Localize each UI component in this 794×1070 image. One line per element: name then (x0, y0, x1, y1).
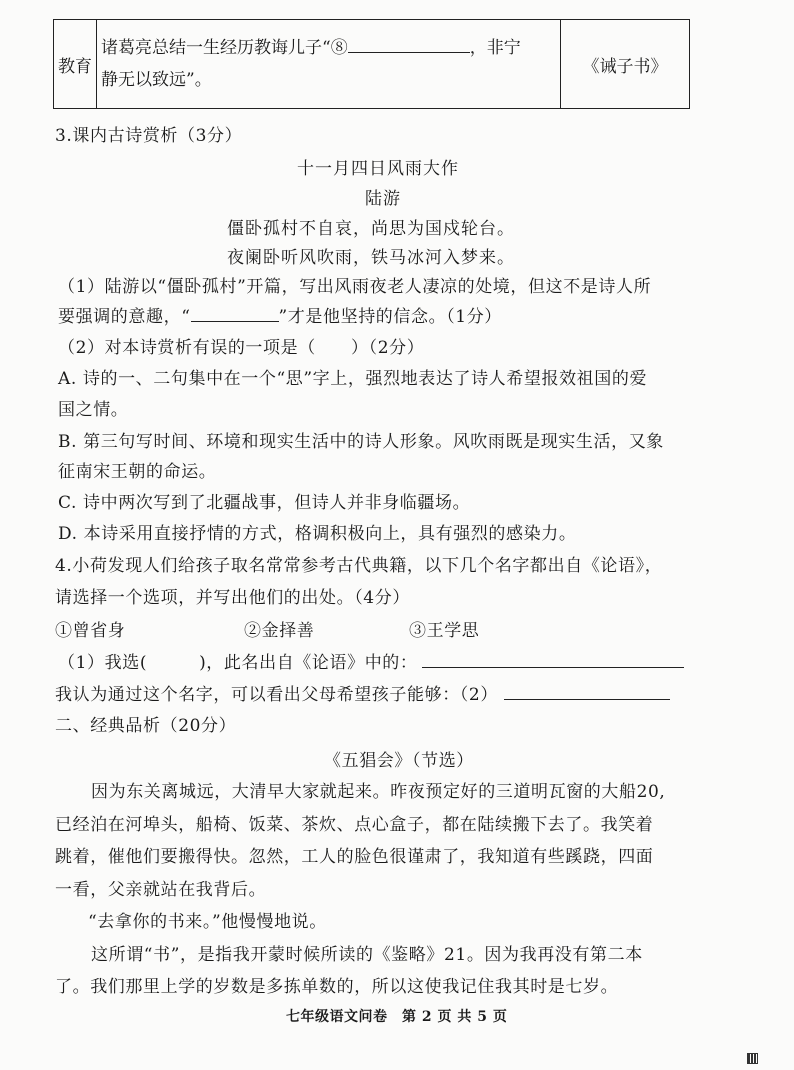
answer-blank-8[interactable] (348, 51, 470, 53)
table-source-cell (561, 20, 690, 109)
q4-choice-1: ①曾省身 (55, 621, 126, 641)
q4-line1: 4.小荷发现人们给孩子取名常常参考古代典籍，以下几个名字都出自《论语》， (55, 556, 663, 576)
answer-blank-q4-1[interactable] (422, 666, 684, 668)
q4-line2: 请选择一个选项，并写出他们的出处。（4分） (55, 588, 410, 608)
answer-blank-q3-1[interactable] (191, 320, 279, 322)
section-2-heading: 二、经典品析（20分） (55, 716, 237, 736)
passage-p3-line1: 这所谓“书”，是指我开蒙时候所读的《鉴略》21。因为我再没有第二本 (91, 945, 643, 965)
q3-option-b-line1: B. 第三句写时间、环境和现实生活中的诗人形象。风吹雨既是现实生活，又象 (58, 432, 664, 452)
q3-sub1-line1: （1）陆游以“僵卧孤村”开篇，写出风雨夜老人凄凉的处境，但这不是诗人所 (58, 277, 652, 297)
q3-option-d: D. 本诗采用直接抒情的方式，格调积极向上，具有强烈的感染力。 (58, 524, 577, 544)
q3-sub1-line2: 要强调的意趣，“ ”才是他坚持的信念。（1分） (58, 307, 502, 327)
passage-p1-line3: 跳着，催他们要搬得快。忽然，工人的脸色很谨肃了，我知道有些蹊跷，四面 (55, 847, 654, 867)
table-content-line2: 静无以致远”。 (101, 70, 212, 90)
table-source: 《诫子书》 (582, 56, 668, 77)
passage-p2: “去拿你的书来。”他慢慢地说。 (88, 912, 327, 932)
poem-title: 十一月四日风雨大作 (297, 159, 459, 179)
poem-line-2: 夜阑卧听风吹雨，铁马冰河入梦来。 (227, 248, 515, 268)
table-category: 教育 (58, 56, 92, 77)
page-footer: 七年级语文问卷 第 2 页 共 5 页 (286, 1009, 508, 1025)
passage-p1-line2: 已经泊在河埠头，船椅、饭菜、茶炊、点心盒子，都在陆续搬下去了。我笑着 (55, 815, 654, 835)
table-content-cell (97, 20, 561, 109)
q3-option-a-line2: 国之情。 (58, 400, 129, 420)
q4-choice-3: ③王学思 (409, 621, 480, 641)
passage-title: 《五猖会》（节选） (324, 751, 474, 771)
poem-author: 陆游 (365, 189, 401, 209)
table-category-cell (54, 20, 97, 109)
answer-blank-q4-2[interactable] (504, 698, 670, 700)
q3-sub2: （2）对本诗赏析有误的一项是（ ）（2分） (58, 338, 425, 358)
passage-p3-line2: 了。我们那里上学的岁数是多拣单数的，所以这使我记住我其时是七岁。 (55, 977, 619, 997)
q3-option-c: C. 诗中两次写到了北疆战事，但诗人并非身临疆场。 (58, 493, 471, 513)
answer-table (53, 19, 690, 109)
poem-line-1: 僵卧孤村不自哀，尚思为国戍轮台。 (227, 219, 515, 239)
q4-choice-2: ②金择善 (244, 621, 315, 641)
passage-p1-line1: 因为东关离城远，大清早大家就起来。昨夜预定好的三道明瓦窗的大船20, (91, 782, 666, 802)
table-content-line1: 诸葛亮总结一生经历教诲儿子“⑧ ，非宁 (101, 38, 521, 58)
scanner-qr-icon (747, 1053, 758, 1064)
q3-option-b-line2: 征南宋王朝的命运。 (58, 462, 217, 482)
passage-p1-line4: 一看，父亲就站在我背后。 (55, 880, 267, 900)
q3-option-a-line1: A. 诗的一、二句集中在一个“思”字上，强烈地表达了诗人希望报效祖国的爱 (58, 369, 648, 389)
q4-sub1: （1）我选( )，此名出自《论语》中的： (58, 648, 684, 673)
q3-heading: 3.课内古诗赏析（3分） (55, 126, 243, 146)
q4-sub2: 我认为通过这个名字，可以看出父母希望孩子能够：（2） (55, 680, 670, 705)
